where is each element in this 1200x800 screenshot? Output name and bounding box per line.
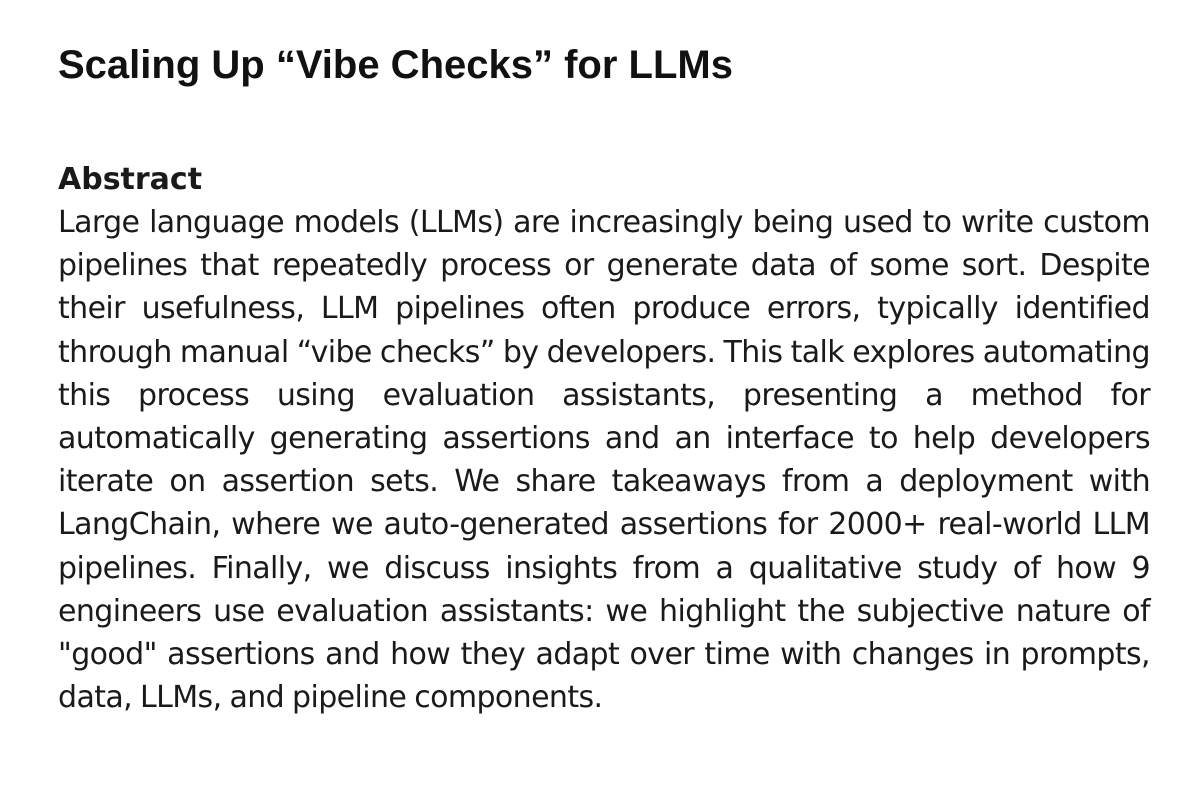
abstract-heading: Abstract xyxy=(58,162,203,197)
abstract-section xyxy=(58,158,1150,719)
abstract-body: Large language models (LLMs) are increasingly being used to write custom pipelines that repeatedly process or generate data of some sort. Despite their usefulness, LLM pipelines often produce errors, typically identified through manual “vibe checks” by developers. This talk explores automating this process using evaluation assistants, presenting a method for automatically generating assertions and an interface to help developers iterate on assertion sets. We share takeaways from a deployment with LangChain, where we auto-generated assertions for 2000+ real-world LLM pipelines. Finally, we discuss insights from a qualitative study of how 9 engineers use evaluation assistants: we highlight the subjective nature of "good" assertions and how they adapt over time with changes in prompts, data, LLMs, and pipeline components. xyxy=(58,205,1150,716)
document-title: Scaling Up “Vibe Checks” for LLMs xyxy=(58,43,733,87)
